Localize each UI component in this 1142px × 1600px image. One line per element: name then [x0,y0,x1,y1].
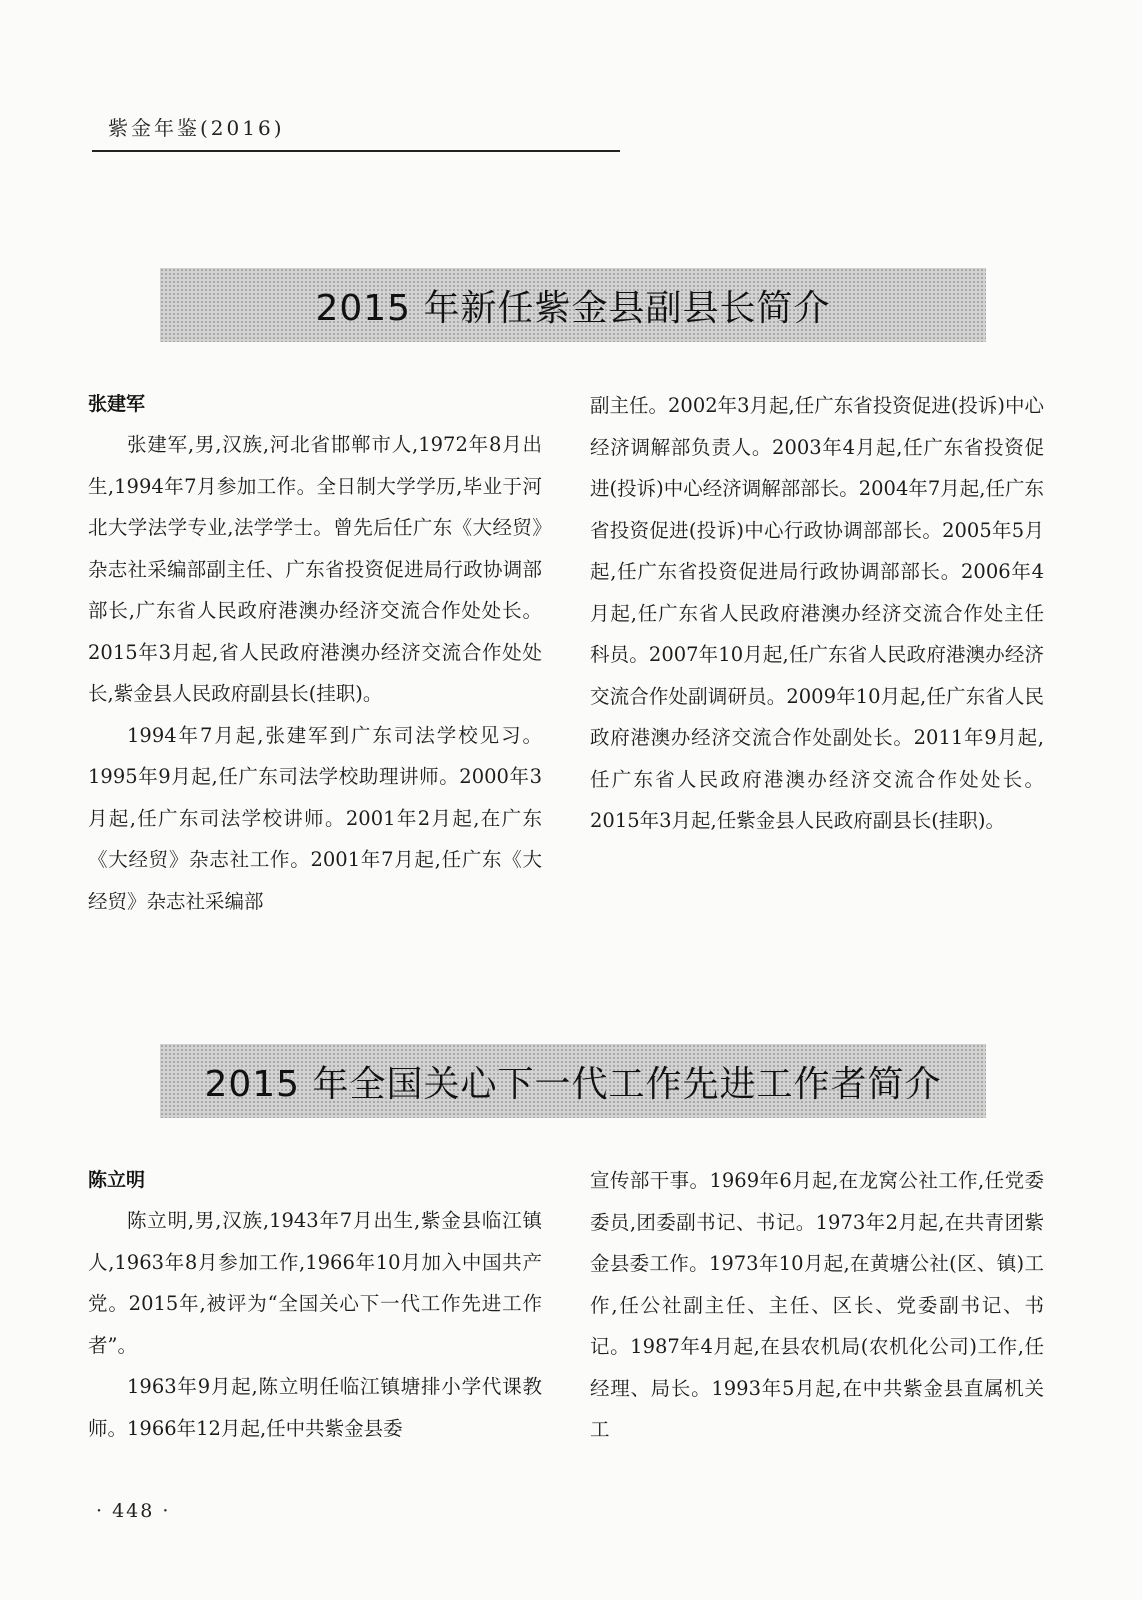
section-title: 2015 年全国关心下一代工作先进工作者简介 [204,1063,942,1105]
right-column-2 [590,1160,1044,1451]
biography-continuation: 副主任。2002年3月起,任广东省投资促进(投诉)中心经济调解部负责人。2003年4月起,任广东省投资促进(投诉)中心经济调解部部长。2004年7月起,任广东省投资促进(投诉)中心行政协调部部长。2005年5月起,任广东省投资促进局行政协调部部长。2006年4月起,任广东省人民政府港澳办经济交流合作处主任科员。2007年10月起,任广东省人民政府港澳办经济交流合作处副调研员。2009年10月起,任广东省人民政府港澳办经济交流合作处副处长。2011年9月起,任广东省人民政府港澳办经济交流合作处处长。2015年3月起,任紫金县人民政府副县长(挂职)。 [590,394,1044,832]
person-name: 陈立明 [88,1169,146,1191]
section-title-banner [160,1044,986,1118]
right-column-1 [590,385,1044,842]
biography-paragraph: 1963年9月起,陈立明任临江镇塘排小学代课教师。1966年12月起,任中共紫金县委 [88,1375,542,1440]
left-column-2 [88,1160,542,1449]
running-header: 紫金年鉴(2016) [108,116,285,140]
header-rule [92,150,620,152]
biography-paragraph: 1994年7月起,张建军到广东司法学校见习。1995年9月起,任广东司法学校助理讲师。2000年3月起,任广东司法学校讲师。2001年2月起,在广东《大经贸》杂志社工作。2001年7月起,任广东《大经贸》杂志社采编部 [88,723,542,913]
person-name: 张建军 [88,393,146,415]
left-column-1 [88,384,542,922]
biography-continuation: 宣传部干事。1969年6月起,在龙窝公社工作,任党委委员,团委副书记、书记。1973年2月起,在共青团紫金县委工作。1973年10月起,在黄塘公社(区、镇)工作,任公社副主任、主任、区长、党委副书记、书记。1987年4月起,在县农机局(农机化公司)工作,任经理、局长。1993年5月起,在中共紫金县直属机关工 [590,1169,1044,1441]
biography-paragraph: 张建军,男,汉族,河北省邯郸市人,1972年8月出生,1994年7月参加工作。全日制大学学历,毕业于河北大学法学专业,法学学士。曾先后任广东《大经贸》杂志社采编部副主任、广东省投资促进局行政协调部部长,广东省人民政府港澳办经济交流合作处处长。2015年3月起,省人民政府港澳办经济交流合作处处长,紫金县人民政府副县长(挂职)。 [88,433,542,705]
page-number: · 448 · [96,1500,171,1522]
section-title-banner [160,268,986,342]
section-title: 2015 年新任紫金县副县长简介 [315,287,831,329]
biography-paragraph: 陈立明,男,汉族,1943年7月出生,紫金县临江镇人,1963年8月参加工作,1966年10月加入中国共产党。2015年,被评为“全国关心下一代工作先进工作者”。 [88,1209,542,1357]
